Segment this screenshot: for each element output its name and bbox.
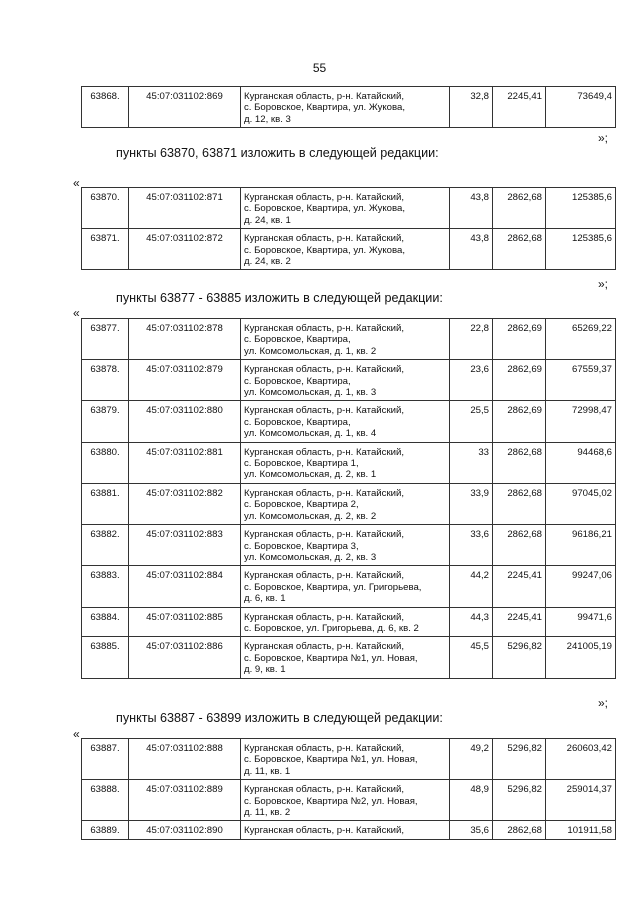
row-number-cell: 63871.: [82, 229, 129, 270]
area-cell: 33: [450, 442, 493, 483]
value-cell: 259014,37: [546, 780, 616, 821]
row-number-cell: 63889.: [82, 821, 129, 839]
page-number: 55: [312, 61, 327, 75]
cadastral-number-cell: 45:07:031102:879: [129, 360, 241, 401]
address-line: Курганская область, р-н. Катайский,: [244, 233, 405, 245]
address-line: д. 11, кв. 1: [244, 765, 291, 777]
row-number-cell: 63868.: [82, 87, 129, 128]
cadastral-number-cell: 45:07:031102:869: [129, 87, 241, 128]
address-cell: [241, 739, 450, 780]
cadastral-number-cell: 45:07:031102:885: [129, 607, 241, 637]
address-line: с. Боровское, Квартира, ул. Жукова,: [244, 244, 406, 256]
address-cell: [241, 188, 450, 229]
value-cell: 73649,4: [546, 87, 616, 128]
address-line: Курганская область, р-н. Катайский,: [244, 611, 405, 623]
table-row: [82, 188, 616, 229]
rate-cell: 2862,69: [493, 360, 546, 401]
rate-cell: 2862,69: [493, 319, 546, 360]
address-cell: [241, 360, 450, 401]
address-line: Курганская область, р-н. Катайский,: [244, 323, 405, 334]
address-line: Курганская область, р-н. Катайский,: [244, 570, 405, 582]
address-cell: [241, 566, 450, 607]
rate-cell: 2245,41: [493, 566, 546, 607]
address-line: с. Боровское, Квартира 1,: [244, 458, 359, 470]
row-number-cell: 63888.: [82, 780, 129, 821]
table-row: [82, 87, 616, 128]
cadastral-number-cell: 45:07:031102:880: [129, 401, 241, 442]
address-line: д. 6, кв. 1: [244, 593, 286, 605]
address-line: ул. Комсомольская, д. 1, кв. 2: [244, 345, 377, 357]
value-cell: 67559,37: [546, 360, 616, 401]
address-line: д. 12, кв. 3: [244, 113, 291, 125]
address-line: Курганская область, р-н. Катайский,: [244, 743, 405, 754]
rate-cell: 2862,68: [493, 821, 546, 839]
address-line: с. Боровское, Квартира,: [244, 375, 351, 387]
row-number-cell: 63880.: [82, 442, 129, 483]
rate-cell: 5296,82: [493, 739, 546, 780]
opening-quote: «: [73, 727, 80, 741]
table-row: [82, 229, 616, 270]
area-cell: 43,8: [450, 229, 493, 270]
address-line: Курганская область, р-н. Катайский,: [244, 405, 405, 417]
address-line: Курганская область, р-н. Катайский,: [244, 446, 405, 458]
property-table: [81, 318, 616, 679]
address-cell: [241, 442, 450, 483]
address-line: Курганская область, р-н. Катайский,: [244, 641, 405, 653]
table-row: [82, 607, 616, 637]
value-cell: 101911,58: [546, 821, 616, 839]
table-row: [82, 483, 616, 524]
closing-quote: »;: [597, 131, 608, 145]
rate-cell: 2862,68: [493, 483, 546, 524]
amendment-instruction: пункты 63870, 63871 изложить в следующей редакции:: [116, 146, 439, 160]
value-cell: 65269,22: [546, 319, 616, 360]
address-cell: [241, 319, 450, 360]
address-line: с. Боровское, Квартира №1, ул. Новая,: [244, 652, 418, 664]
area-cell: 45,5: [450, 637, 493, 678]
cadastral-number-cell: 45:07:031102:886: [129, 637, 241, 678]
area-cell: 48,9: [450, 780, 493, 821]
address-line: ул. Комсомольская, д. 2, кв. 1: [244, 469, 377, 481]
cadastral-number-cell: 45:07:031102:881: [129, 442, 241, 483]
cadastral-number-cell: 45:07:031102:878: [129, 319, 241, 360]
amendment-instruction: пункты 63887 - 63899 изложить в следующей редакции:: [116, 711, 443, 725]
address-line: с. Боровское, Квартира №1, ул. Новая,: [244, 754, 418, 766]
value-cell: 99471,6: [546, 607, 616, 637]
property-table: [81, 738, 616, 840]
address-line: с. Боровское, Квартира, ул. Григорьева,: [244, 581, 422, 593]
address-line: с. Боровское, Квартира,: [244, 334, 351, 346]
value-cell: 125385,6: [546, 229, 616, 270]
address-line: ул. Комсомольская, д. 1, кв. 4: [244, 428, 377, 440]
row-number-cell: 63878.: [82, 360, 129, 401]
area-cell: 44,3: [450, 607, 493, 637]
cadastral-number-cell: 45:07:031102:871: [129, 188, 241, 229]
address-cell: [241, 780, 450, 821]
cadastral-number-cell: 45:07:031102:883: [129, 525, 241, 566]
table-row: [82, 360, 616, 401]
address-cell: [241, 483, 450, 524]
address-cell: [241, 821, 450, 839]
property-table: [81, 86, 616, 128]
row-number-cell: 63885.: [82, 637, 129, 678]
table-row: [82, 821, 616, 839]
value-cell: 94468,6: [546, 442, 616, 483]
value-cell: 125385,6: [546, 188, 616, 229]
address-cell: [241, 637, 450, 678]
address-line: с. Боровское, Квартира,: [244, 416, 351, 428]
opening-quote: «: [73, 306, 80, 320]
row-number-cell: 63879.: [82, 401, 129, 442]
rate-cell: 2862,68: [493, 229, 546, 270]
rate-cell: 2862,68: [493, 188, 546, 229]
address-line: д. 11, кв. 2: [244, 807, 291, 819]
address-cell: [241, 607, 450, 637]
closing-quote: »;: [597, 696, 608, 710]
table-row: [82, 401, 616, 442]
value-cell: 241005,19: [546, 637, 616, 678]
cadastral-number-cell: 45:07:031102:884: [129, 566, 241, 607]
value-cell: 99247,06: [546, 566, 616, 607]
rate-cell: 2862,69: [493, 401, 546, 442]
address-line: ул. Комсомольская, д. 2, кв. 2: [244, 510, 377, 522]
value-cell: 97045,02: [546, 483, 616, 524]
closing-quote: »;: [597, 277, 608, 291]
value-cell: 96186,21: [546, 525, 616, 566]
cadastral-number-cell: 45:07:031102:889: [129, 780, 241, 821]
area-cell: 35,6: [450, 821, 493, 839]
area-cell: 25,5: [450, 401, 493, 442]
address-line: ул. Комсомольская, д. 1, кв. 3: [244, 387, 377, 399]
area-cell: 33,6: [450, 525, 493, 566]
address-cell: [241, 229, 450, 270]
row-number-cell: 63884.: [82, 607, 129, 637]
area-cell: 33,9: [450, 483, 493, 524]
row-number-cell: 63881.: [82, 483, 129, 524]
rate-cell: 2245,41: [493, 87, 546, 128]
address-line: д. 24, кв. 2: [244, 256, 291, 268]
table-row: [82, 566, 616, 607]
address-line: Курганская область, р-н. Катайский,: [244, 825, 405, 837]
area-cell: 43,8: [450, 188, 493, 229]
address-line: д. 9, кв. 1: [244, 664, 286, 676]
address-line: Курганская область, р-н. Катайский,: [244, 192, 405, 203]
amendment-instruction: пункты 63877 - 63885 изложить в следующей редакции:: [116, 291, 443, 305]
rate-cell: 5296,82: [493, 780, 546, 821]
value-cell: 72998,47: [546, 401, 616, 442]
row-number-cell: 63877.: [82, 319, 129, 360]
opening-quote: «: [73, 176, 80, 190]
cadastral-number-cell: 45:07:031102:890: [129, 821, 241, 839]
area-cell: 23,6: [450, 360, 493, 401]
area-cell: 44,2: [450, 566, 493, 607]
area-cell: 22,8: [450, 319, 493, 360]
row-number-cell: 63882.: [82, 525, 129, 566]
row-number-cell: 63883.: [82, 566, 129, 607]
address-line: д. 24, кв. 1: [244, 214, 291, 226]
value-cell: 260603,42: [546, 739, 616, 780]
row-number-cell: 63887.: [82, 739, 129, 780]
rate-cell: 2862,68: [493, 525, 546, 566]
property-table: [81, 187, 616, 270]
cadastral-number-cell: 45:07:031102:872: [129, 229, 241, 270]
table-row: [82, 780, 616, 821]
address-line: с. Боровское, ул. Григорьева, д. 6, кв. 2: [244, 622, 419, 634]
address-cell: [241, 87, 450, 128]
address-line: с. Боровское, Квартира 3,: [244, 540, 359, 552]
address-line: Курганская область, р-н. Катайский,: [244, 364, 405, 376]
address-line: Курганская область, р-н. Катайский,: [244, 529, 405, 541]
rate-cell: 5296,82: [493, 637, 546, 678]
table-row: [82, 637, 616, 678]
table-row: [82, 442, 616, 483]
address-cell: [241, 401, 450, 442]
address-line: с. Боровское, Квартира 2,: [244, 499, 359, 511]
address-line: ул. Комсомольская, д. 2, кв. 3: [244, 551, 377, 563]
address-line: с. Боровское, Квартира №2, ул. Новая,: [244, 795, 418, 807]
address-line: с. Боровское, Квартира, ул. Жукова,: [244, 102, 406, 114]
rate-cell: 2245,41: [493, 607, 546, 637]
area-cell: 49,2: [450, 739, 493, 780]
rate-cell: 2862,68: [493, 442, 546, 483]
row-number-cell: 63870.: [82, 188, 129, 229]
table-row: [82, 525, 616, 566]
table-row: [82, 739, 616, 780]
area-cell: 32,8: [450, 87, 493, 128]
address-cell: [241, 525, 450, 566]
address-line: с. Боровское, Квартира, ул. Жукова,: [244, 203, 406, 215]
address-line: Курганская область, р-н. Катайский,: [244, 784, 405, 796]
cadastral-number-cell: 45:07:031102:882: [129, 483, 241, 524]
table-row: [82, 319, 616, 360]
address-line: Курганская область, р-н. Катайский,: [244, 487, 405, 499]
address-line: Курганская область, р-н. Катайский,: [244, 91, 405, 102]
cadastral-number-cell: 45:07:031102:888: [129, 739, 241, 780]
